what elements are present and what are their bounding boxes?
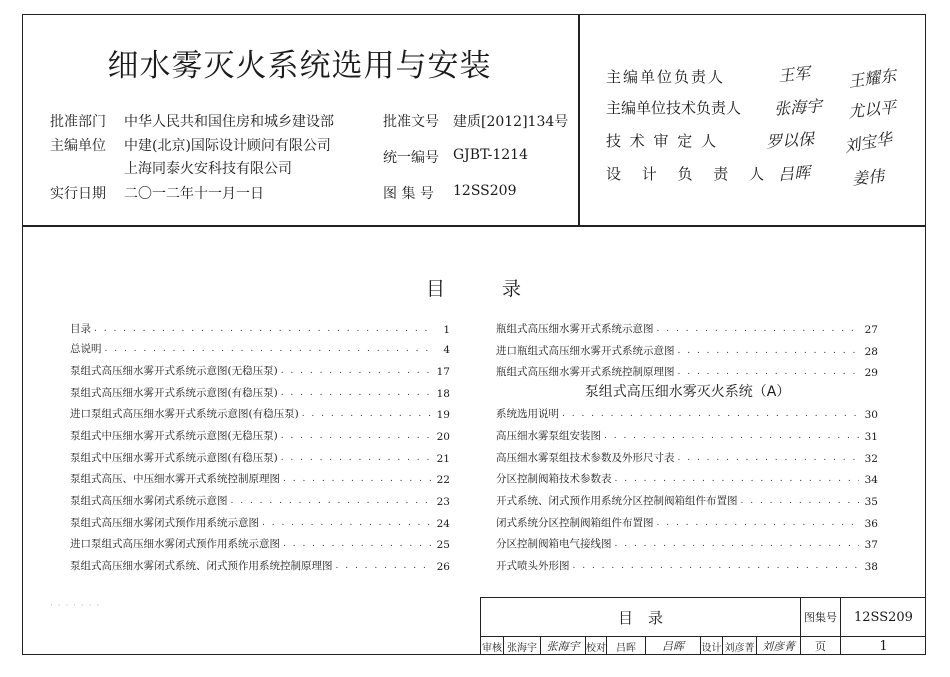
sig-1a: 王军 [777,63,812,86]
toc-item[interactable]: 泵组式高压、中压细水雾开式系统控制原理图 . . . 22 [70,468,450,486]
tb-page-label: 页 [815,640,826,653]
toc-heading: 目 录 [426,278,522,300]
header-bottom-rule [22,225,926,227]
toc-item[interactable]: 泵组式中压细水雾开式系统示意图(无稳压泵) . . . 20 [70,425,450,443]
toc-item[interactable]: 进口瓶组式高压细水雾开式系统示意图 . . . 28 [496,340,878,358]
toc-item[interactable]: 分区控制阀箱技术参数表 . . . 34 [496,468,878,486]
sig-role-4: 设 计 负 责 人 [606,165,773,183]
tb-reviewer: 张海宇 [507,642,537,654]
tb-page-value: 1 [879,638,888,654]
unified-no-value: GJBT-1214 [453,147,528,163]
approval-dept-label: 批准部门 [50,114,106,130]
toc-item[interactable]: 目录 . . . 1 [70,318,450,336]
sig-role-1: 主编单位负责人 [606,68,726,86]
toc-item[interactable]: 闭式系统分区控制阀箱组件布置图 . . . 36 [496,512,878,530]
sig-3a: 罗以保 [765,129,815,152]
editor-units-label: 主编单位 [50,138,106,154]
editor-unit-1: 中建(北京)国际设计顾问有限公司 [124,138,331,154]
effective-date-value: 二〇一二年十一月一日 [124,186,264,202]
tb-designer: 刘彦菁 [724,642,755,654]
toc-item[interactable]: 开式系统、闭式预作用系统分区控制阀箱组件布置图 . . . 35 [496,490,878,508]
section-heading: 泵组式高压细水雾灭火系统（A） [584,384,791,400]
sig-role-3: 技 术 审 定 人 [606,132,719,150]
sig-4b: 姜伟 [851,166,886,189]
toc-item[interactable]: 高压细水雾泵组安装图 . . . 31 [496,425,878,443]
tb-checker: 吕晖 [616,642,636,654]
toc-item[interactable]: 进口泵组式高压细水雾闭式预作用系统示意图 . . . 25 [70,533,450,551]
tb-designer-sign: 刘彦菁 [762,640,795,653]
toc-item[interactable]: 分区控制阀箱电气接线图 . . . 37 [496,533,878,551]
toc-item[interactable]: 瓶组式高压细水雾开式系统示意图 . . . 27 [496,318,878,336]
tb-reviewer-sign: 张海宇 [546,640,580,653]
toc-item[interactable]: 系统选用说明 . . . 30 [496,403,878,421]
toc-item[interactable]: 总说明 . . . 4 [70,338,450,356]
approval-doc-value: 建质[2012]134号 [453,114,569,130]
atlas-title: 细水雾灭火系统选用与安装 [107,48,492,84]
atlas-no-value: 12SS209 [453,183,517,199]
tb-check-label: 校对 [586,642,606,654]
editor-unit-2: 上海同泰火安科技有限公司 [124,161,292,177]
sig-3b: 刘宝华 [842,128,894,157]
atlas-no-label: 图 集 号 [383,186,434,202]
header-divider [578,14,580,226]
approval-dept-value: 中华人民共和国住房和城乡建设部 [124,114,334,130]
toc-item[interactable]: 泵组式高压细水雾开式系统示意图(有稳压泵) . . . 18 [70,382,450,400]
sig-role-2: 主编单位技术负责人 [606,99,742,117]
sig-2b: 尤以平 [847,97,897,122]
toc-item[interactable]: 泵组式高压细水雾闭式系统示意图 . . . 23 [70,490,450,508]
approval-doc-label: 批准文号 [383,114,439,130]
toc-item[interactable]: 泵组式中压细水雾开式系统示意图(有稳压泵) . . . 21 [70,447,450,465]
tb-atlas-label: 图集号 [804,611,837,624]
tb-checker-sign: 吕晖 [662,640,684,653]
toc-item[interactable]: 开式喷头外形图 . . . 38 [496,555,878,573]
effective-date-label: 实行日期 [50,186,106,202]
sig-4a: 吕晖 [777,162,811,185]
toc-item[interactable]: 进口泵组式高压细水雾开式系统示意图(有稳压泵) . . . 19 [70,403,450,421]
unified-no-label: 统一编号 [383,150,439,166]
tb-atlas-value: 12SS209 [854,609,913,625]
scan-noise: · · · · · · · [50,601,101,611]
sig-1b: 王耀东 [847,65,898,92]
toc-item[interactable]: 泵组式高压细水雾开式系统示意图(无稳压泵) . . . 17 [70,360,450,378]
toc-item[interactable]: 高压细水雾泵组技术参数及外形尺寸表 . . . 32 [496,447,878,465]
tb-design-label: 设计 [701,642,722,654]
tb-review-label: 审核 [482,642,502,654]
sig-2a: 张海宇 [773,96,823,119]
toc-item[interactable]: 泵组式高压细水雾闭式预作用系统示意图 . . . 24 [70,512,450,530]
sheet-title: 目 录 [617,608,663,627]
toc-item[interactable]: 泵组式高压细水雾闭式系统、闭式预作用系统控制原理图 . . . 26 [70,555,450,573]
toc-item[interactable]: 瓶组式高压细水雾开式系统控制原理图 . . . 29 [496,361,878,379]
